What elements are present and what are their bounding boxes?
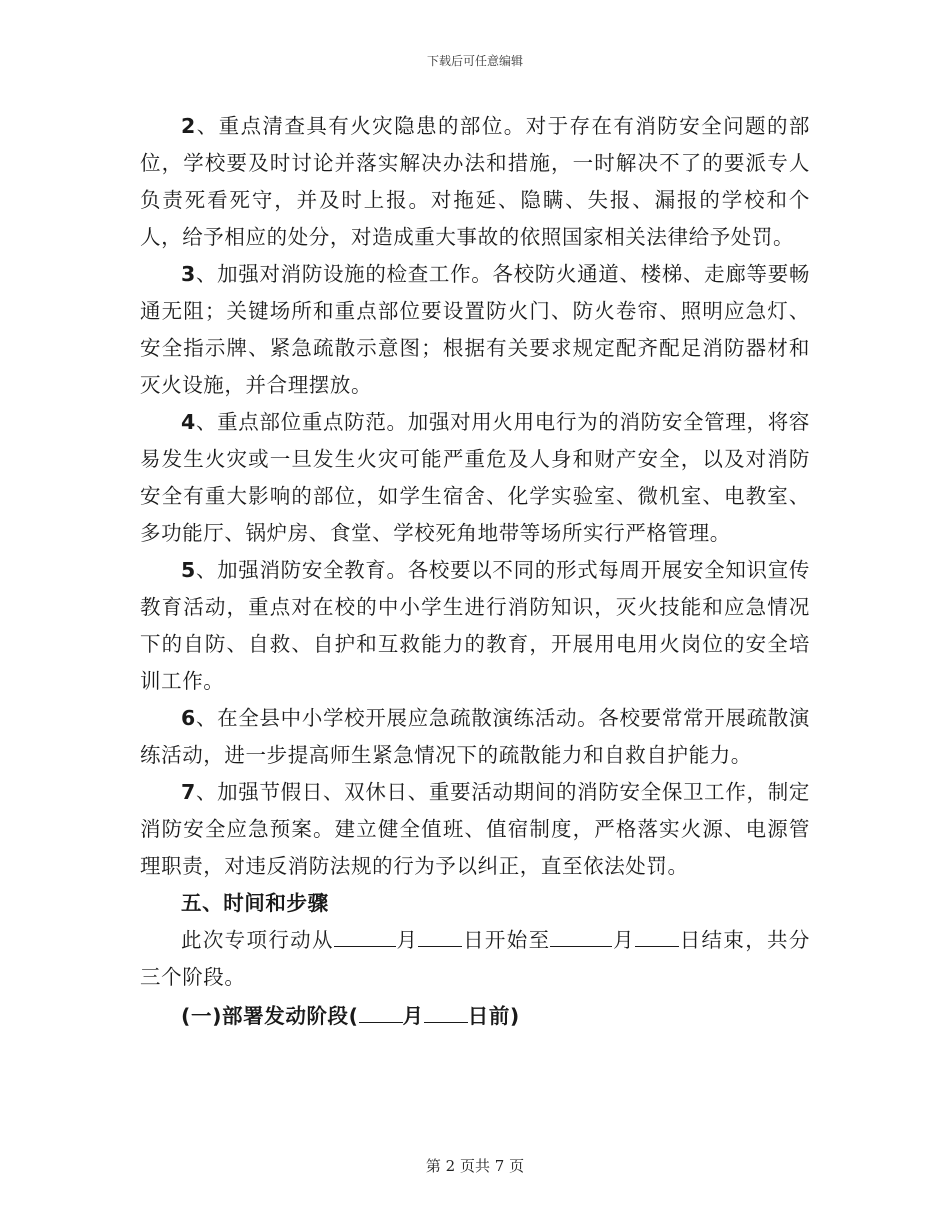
- schedule-paragraph: [140, 922, 810, 996]
- month-blank: [550, 922, 612, 947]
- item-number: 7: [181, 780, 196, 804]
- schedule-text: 此次专项行动从: [181, 928, 334, 952]
- phase-text: 日前): [467, 1004, 520, 1028]
- item-5: [140, 552, 810, 700]
- month-blank: [359, 998, 403, 1023]
- item-number: 5: [181, 558, 196, 582]
- phase-text: 月: [402, 1004, 424, 1028]
- day-blank: [418, 922, 462, 947]
- item-2: [140, 108, 810, 256]
- schedule-text: 日开始至: [462, 928, 551, 952]
- item-text: 、重点部位重点防范。加强对用火用电行为的消防安全管理，将容易发生火灾或一旦发生火灾可能严重危及人身和财产安全，以及对消防安全有重大影响的部位，如学生宿舍、化学实验室、微机室、电教室、多功能厅、锅炉房、食堂、学校死角地带等场所实行严格管理。: [140, 410, 810, 545]
- day-blank: [424, 998, 468, 1023]
- schedule-text: 月: [612, 928, 635, 952]
- document-body: [140, 108, 810, 1035]
- item-3: [140, 256, 810, 404]
- item-7: [140, 774, 810, 885]
- phase-heading: [140, 998, 810, 1035]
- item-text: 、加强消防安全教育。各校要以不同的形式每周开展安全知识宣传教育活动，重点对在校的中小学生进行消防知识，灭火技能和应急情况下的自防、自救、自护和互救能力的教育，开展用电用火岗位的安全培训工作。: [140, 558, 810, 693]
- item-number: 6: [181, 706, 196, 730]
- schedule-text: 月: [395, 928, 419, 952]
- item-text: 、加强对消防设施的检查工作。各校防火通道、楼梯、走廊等要畅通无阻；关键场所和重点部位要设置防火门、防火卷帘、照明应急灯、安全指示牌、紧急疏散示意图；根据有关要求规定配齐配足消防器材和灭火设施，并合理摆放。: [140, 262, 810, 397]
- phase-text: (一)部署发动阶段(: [181, 1004, 359, 1028]
- page-footer: 第 2 页共 7 页: [425, 1157, 525, 1175]
- item-4: [140, 404, 810, 552]
- day-blank: [635, 922, 679, 947]
- item-number: 3: [181, 262, 196, 286]
- item-text: 、加强节假日、双休日、重要活动期间的消防安全保卫工作，制定消防安全应急预案。建立健全值班、值宿制度，严格落实火源、电源管理职责，对违反消防法规的行为予以纠正，直至依法处罚。: [140, 780, 810, 878]
- item-6: [140, 700, 810, 774]
- item-number: 4: [181, 410, 196, 434]
- item-text: 、在全县中小学校开展应急疏散演练活动。各校要常常开展疏散演练活动，进一步提高师生紧急情况下的疏散能力和自救自护能力。: [140, 706, 810, 767]
- item-number: 2: [181, 114, 196, 138]
- schedule-text: 日结束，共分三个阶段。: [140, 928, 810, 989]
- section-heading: 五、时间和步骤: [181, 891, 329, 915]
- item-text: 、重点清查具有火灾隐患的部位。对于存在有消防安全问题的部位，学校要及时讨论并落实解决办法和措施，一时解决不了的要派专人负责死看死守，并及时上报。对拖延、隐瞒、失报、漏报的学校和个人，给予相应的处分，对造成重大事故的依照国家相关法律给予处罚。: [140, 114, 810, 249]
- month-blank: [334, 922, 396, 947]
- header-note: 下载后可任意编辑: [426, 54, 523, 68]
